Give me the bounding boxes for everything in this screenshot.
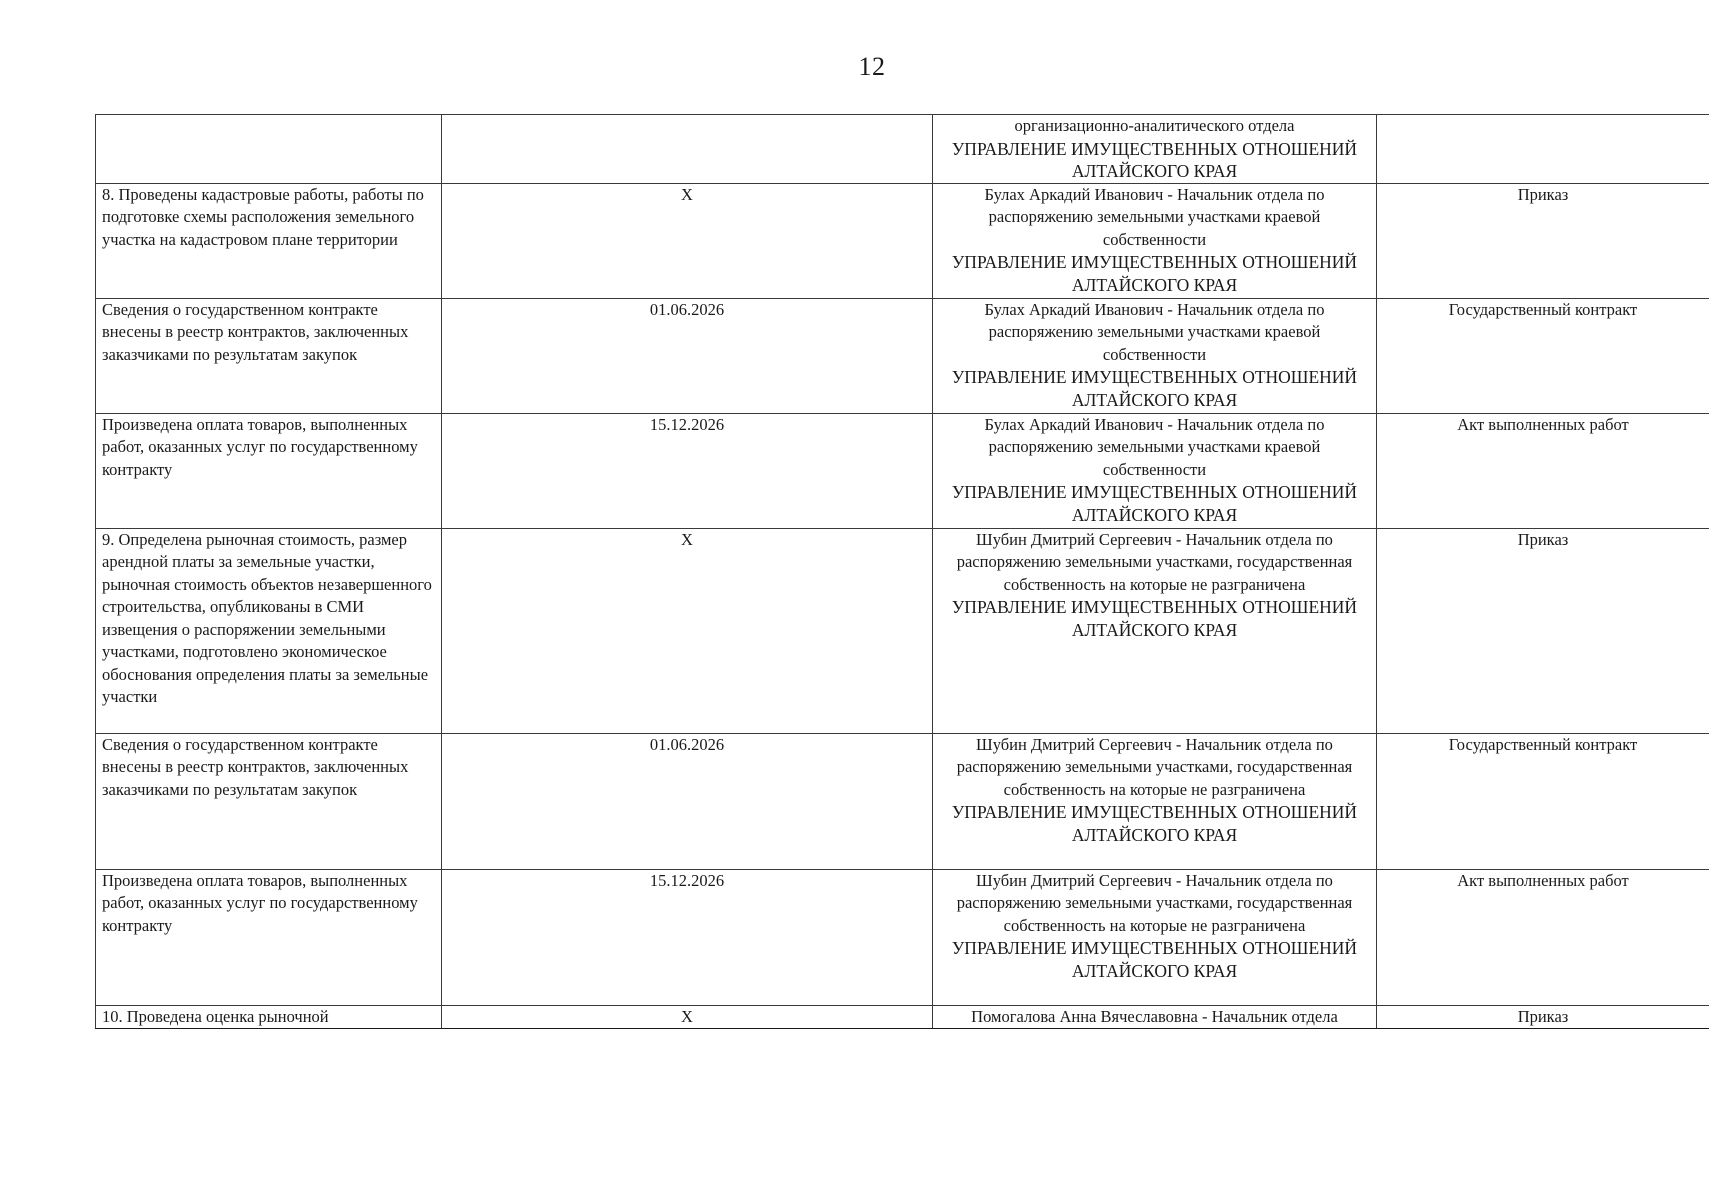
responsible-cell [933,1005,1377,1029]
event-cell: Произведена оплата товаров, выполненных работ, оказанных услуг по государственному контракту [96,413,442,528]
date-cell: 15.12.2026 [442,869,933,1005]
table-row [96,183,1709,298]
responsible-cell [933,115,1377,184]
table-row [96,298,1709,413]
document-type-cell: Приказ [1377,1005,1709,1029]
responsible-person: Булах Аркадий Иванович - Начальник отдела по распоряжению земельными участками краевой собственности [984,184,1325,249]
table-row [96,413,1709,528]
table-row [96,528,1709,733]
event-cell: Сведения о государственном контракте внесены в реестр контрактов, заключенных заказчиками по результатам закупок [96,298,442,413]
document-type-cell: Приказ [1377,183,1709,298]
responsible-cell [933,869,1377,1005]
event-cell: Произведена оплата товаров, выполненных работ, оказанных услуг по государственному контракту [96,869,442,1005]
event-cell: 9. Определена рыночная стоимость, размер арендной платы за земельные участки, рыночная стоимость объектов незавершенного строительства, опубликованы в СМИ извещения о распоряжении земельными участками, подготовлено экономическое обоснования определения платы за земельные участки [96,528,442,733]
plan-table [95,114,1709,1029]
responsible-organization: УПРАВЛЕНИЕ ИМУЩЕСТВЕННЫХ ОТНОШЕНИЙ АЛТАЙСКОГО КРАЯ [951,938,1358,981]
responsible-organization: УПРАВЛЕНИЕ ИМУЩЕСТВЕННЫХ ОТНОШЕНИЙ АЛТАЙСКОГО КРАЯ [951,802,1358,845]
document-type-cell: Приказ [1377,528,1709,733]
event-cell: 10. Проведена оценка рыночной [96,1005,442,1029]
document-type-cell: Государственный контракт [1377,298,1709,413]
responsible-person: Шубин Дмитрий Сергеевич - Начальник отдела по распоряжению земельными участками, государственная собственность на которые не разграничена [956,870,1353,935]
responsible-cell [933,298,1377,413]
date-cell: 15.12.2026 [442,413,933,528]
document-type-cell: Акт выполненных работ [1377,869,1709,1005]
responsible-cell [933,183,1377,298]
responsible-person: Булах Аркадий Иванович - Начальник отдела по распоряжению земельными участками краевой собственности [984,414,1325,479]
responsible-organization: УПРАВЛЕНИЕ ИМУЩЕСТВЕННЫХ ОТНОШЕНИЙ АЛТАЙСКОГО КРАЯ [951,597,1358,640]
responsible-cell [933,413,1377,528]
date-cell: X [442,183,933,298]
responsible-person: Помогалова Анна Вячеславовна - Начальник отдела [971,1006,1338,1026]
date-cell: X [442,528,933,733]
responsible-person: организационно-аналитического отдела [1014,116,1295,135]
responsible-person: Шубин Дмитрий Сергеевич - Начальник отдела по распоряжению земельными участками, государственная собственность на которые не разграничена [956,529,1353,594]
event-cell [96,115,442,184]
document-type-cell: Акт выполненных работ [1377,413,1709,528]
table-row [96,869,1709,1005]
responsible-cell [933,528,1377,733]
responsible-person: Булах Аркадий Иванович - Начальник отдела по распоряжению земельными участками краевой собственности [984,299,1325,364]
responsible-organization: УПРАВЛЕНИЕ ИМУЩЕСТВЕННЫХ ОТНОШЕНИЙ АЛТАЙСКОГО КРАЯ [951,482,1358,525]
responsible-person: Шубин Дмитрий Сергеевич - Начальник отдела по распоряжению земельными участками, государственная собственность на которые не разграничена [956,734,1353,799]
event-cell: 8. Проведены кадастровые работы, работы по подготовке схемы расположения земельного участка на кадастровом плане территории [96,183,442,298]
responsible-organization: УПРАВЛЕНИЕ ИМУЩЕСТВЕННЫХ ОТНОШЕНИЙ АЛТАЙСКОГО КРАЯ [951,138,1358,181]
page-number: 12 [858,52,886,81]
date-cell: 01.06.2026 [442,298,933,413]
document-type-cell: Государственный контракт [1377,733,1709,869]
responsible-organization: УПРАВЛЕНИЕ ИМУЩЕСТВЕННЫХ ОТНОШЕНИЙ АЛТАЙСКОГО КРАЯ [951,367,1358,410]
table-row [96,733,1709,869]
date-cell [442,115,933,184]
table-row [96,115,1709,184]
date-cell: 01.06.2026 [442,733,933,869]
responsible-cell [933,733,1377,869]
responsible-organization: УПРАВЛЕНИЕ ИМУЩЕСТВЕННЫХ ОТНОШЕНИЙ АЛТАЙСКОГО КРАЯ [951,252,1358,295]
date-cell: X [442,1005,933,1029]
document-type-cell [1377,115,1709,184]
event-cell: Сведения о государственном контракте внесены в реестр контрактов, заключенных заказчиками по результатам закупок [96,733,442,869]
table-row [96,1005,1709,1029]
